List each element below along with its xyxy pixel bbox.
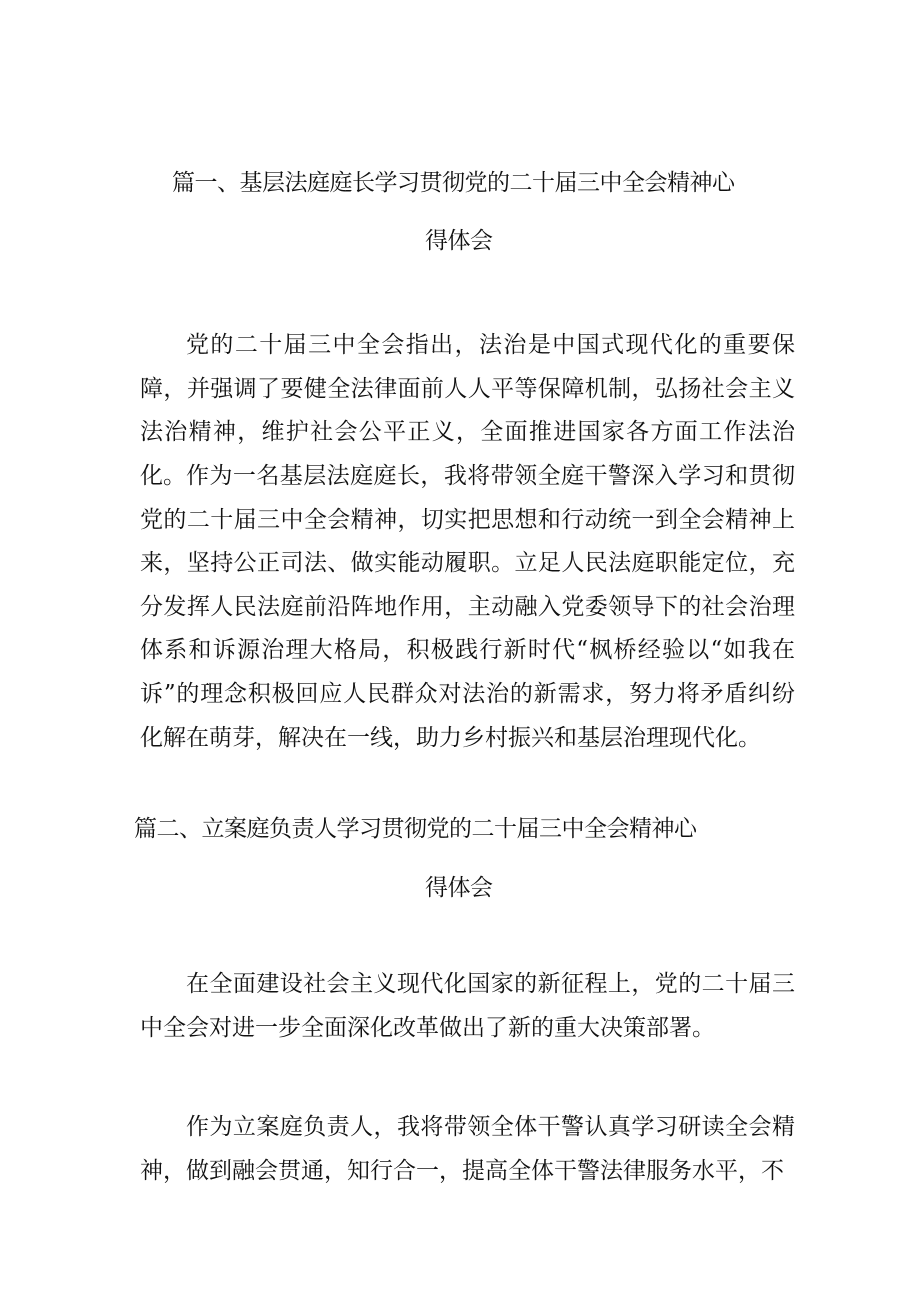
section2-title-line1: 篇二、立案庭负责人学习贯彻党的二十届三中全会精神心: [134, 816, 697, 842]
section1-paragraph-1: 党的二十届三中全会指出，法治是中国式现代化的重要保障，并强调了要健全法律面前人人平等保障机制，弘扬社会主义法治精神，维护社会公平正义，全面推进国家各方面工作法治化。: [140, 332, 795, 489]
section2-title-line2: 得体会: [425, 875, 493, 901]
section2-paragraph-1: 在全面建设社会主义现代化国家的新征程上，党的二十届三中全会对进一步全面深化改革做出了新的重大决策部署。: [140, 971, 795, 1041]
section2-paragraph-2: 作为立案庭负责人，我将带领全体干警认真学习研读全会精神，做到融会贯通，知行合一，提高全体干警法律服务水平，不: [140, 1114, 795, 1184]
section1-title-line1: 篇一、基层法庭庭长学习贯彻党的二十届三中全会精神心: [172, 170, 735, 196]
section1-paragraph-2: 作为一名基层法庭庭长，我将带领全庭干警深入学习和贯彻党的二十届三中全会精神，切实把思想和行动统一到全会精神上来，坚持公正司法、做实能动履职。立足人民法庭职能定位，充分发挥人民法庭前沿阵地作用，主动融入党委领导下的社会治理体系和诉源治理大格局，积极践行新时代“枫桥经验以“如我在诉”的理念积极回应人民群众对法治的新需求，努力将矛盾纠纷化解在萌芽，解决在一线，助力乡村振兴和基层治理现代化。: [140, 463, 795, 751]
section1-title-line2: 得体会: [425, 228, 493, 254]
